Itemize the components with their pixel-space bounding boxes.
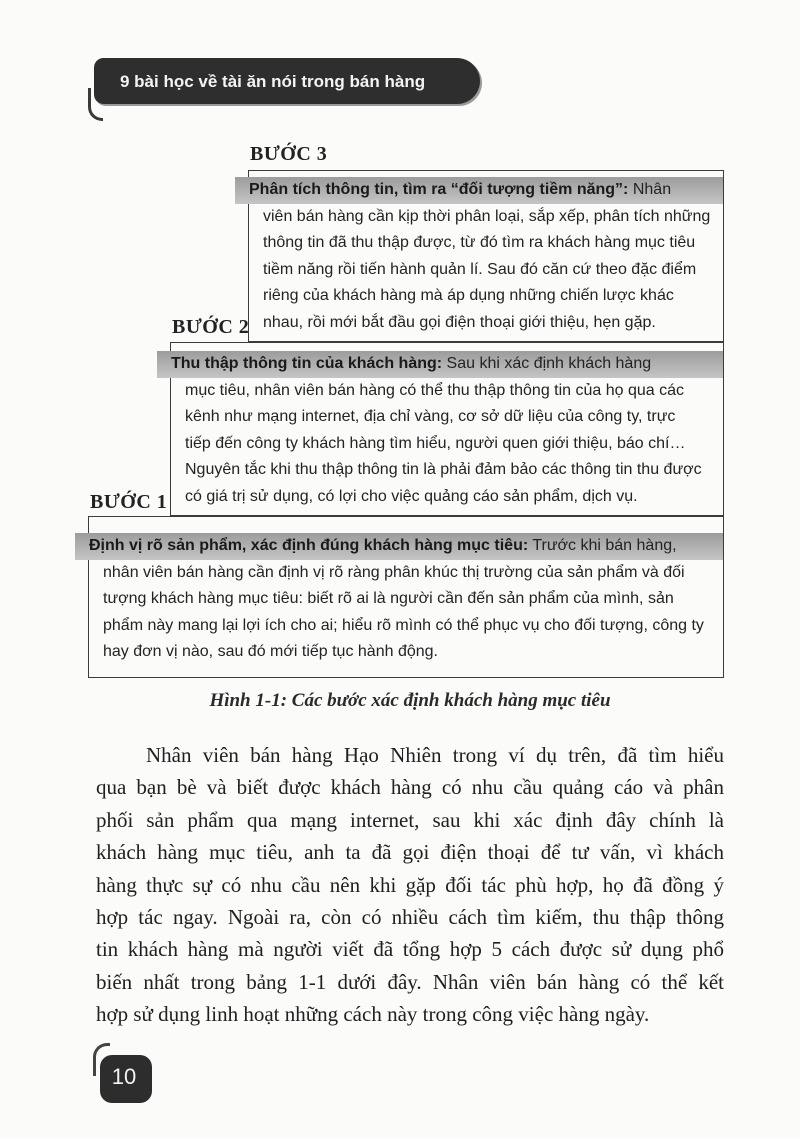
step-2-line: kênh như mạng internet, địa chỉ vàng, cơ sở dữ liệu của công ty, trực <box>185 408 676 425</box>
step-2-label: BƯỚC 2 <box>172 316 250 338</box>
step-3-line: tiềm năng rồi tiến hành quản lí. Sau đó căn cứ theo đặc điểm <box>263 260 697 278</box>
step-1-line: Trước khi bán hàng, <box>528 537 677 554</box>
step-3-box <box>248 170 724 342</box>
step-2-line: có giá trị sử dụng, có lợi cho việc quảng cáo sản phẩm, dịch vụ. <box>185 487 638 505</box>
body-line: khách hàng mục tiêu, anh ta đã gọi điện thoại để tư vấn, vì khách <box>96 840 724 865</box>
step-2-box <box>170 342 724 516</box>
body-line: tin khách hàng mà người viết đã tổng hợp 5 cách được sử dụng phổ <box>96 937 724 962</box>
step-1-line: phẩm này mang lại lợi ích cho ai; hiểu rõ mình có thể phục vụ cho đối tượng, công ty <box>103 616 704 634</box>
body-line: qua bạn bè và biết được khách hàng có nhu cầu quảng cáo và phân <box>96 775 724 800</box>
step-2-title: Thu thập thông tin của khách hàng: <box>171 355 443 372</box>
step-3-line: Nhân <box>628 181 672 198</box>
body-paragraph <box>96 739 724 1031</box>
step-2-line: mục tiêu, nhân viên bán hàng có thể thu thập thông tin của họ qua các <box>185 381 685 399</box>
step-1-line: nhân viên bán hàng cần định vị rõ ràng phân khúc thị trường của sản phẩm và đối <box>103 563 685 581</box>
step-1-box <box>88 516 724 678</box>
step-3-title: Phân tích thông tin, tìm ra “đối tượng tiềm năng”: <box>249 181 629 198</box>
figure-caption: Hình 1-1: Các bước xác định khách hàng mục tiêu <box>209 690 611 711</box>
body-line: hàng thực sự có nhu cầu nên khi gặp đối tác phù hợp, họ đã đồng ý <box>96 872 724 897</box>
step-3-label: BƯỚC 3 <box>250 143 328 165</box>
step-1-line: hay đơn vị nào, sau đó mới tiếp tục hành động. <box>103 643 438 660</box>
running-header-title: 9 bài học về tài ăn nói trong bán hàng <box>120 72 426 91</box>
body-line: biến nhất trong bảng 1-1 dưới đây. Nhân viên bán hàng có thể kết <box>96 969 724 994</box>
step-1-label: BƯỚC 1 <box>90 491 168 513</box>
step-3-line: viên bán hàng cần kịp thời phân loại, sắp xếp, phân tích những <box>263 207 711 225</box>
body-line: Nhân viên bán hàng Hạo Nhiên trong ví dụ trên, đã tìm hiểu <box>146 743 724 767</box>
step-1-title: Định vị rõ sản phẩm, xác định đúng khách hàng mục tiêu: <box>89 537 529 554</box>
step-2-line: tiếp đến công ty khách hàng tìm hiểu, người quen giới thiệu, báo chí… <box>185 434 686 452</box>
step-2-line: Nguyên tắc khi thu thập thông tin là phải đảm bảo các thông tin thu được <box>185 461 702 478</box>
body-line: phối sản phẩm qua mạng internet, sau khi xác định đây chính là <box>96 807 724 832</box>
body-line: hợp sử dụng linh hoạt những cách này trong công việc hàng ngày. <box>96 1002 650 1027</box>
step-1-line: tượng khách hàng mục tiêu: biết rõ ai là người cần đến sản phẩm của mình, sản <box>103 590 674 607</box>
step-3-line: nhau, rồi mới bắt đầu gọi điện thoại giới thiệu, hẹn gặp. <box>263 313 656 331</box>
step-3-line: riêng của khách hàng mà áp dụng những chiến lược khác <box>263 287 674 304</box>
step-3-line: thông tin đã thu thập được, từ đó tìm ra khách hàng mục tiêu <box>263 234 696 251</box>
body-line: hợp tác ngay. Ngoài ra, còn có nhiều cách tìm kiếm, thu thập thông <box>96 905 724 930</box>
page-number: 10 <box>111 1064 137 1089</box>
step-2-line: Sau khi xác định khách hàng <box>442 355 652 372</box>
